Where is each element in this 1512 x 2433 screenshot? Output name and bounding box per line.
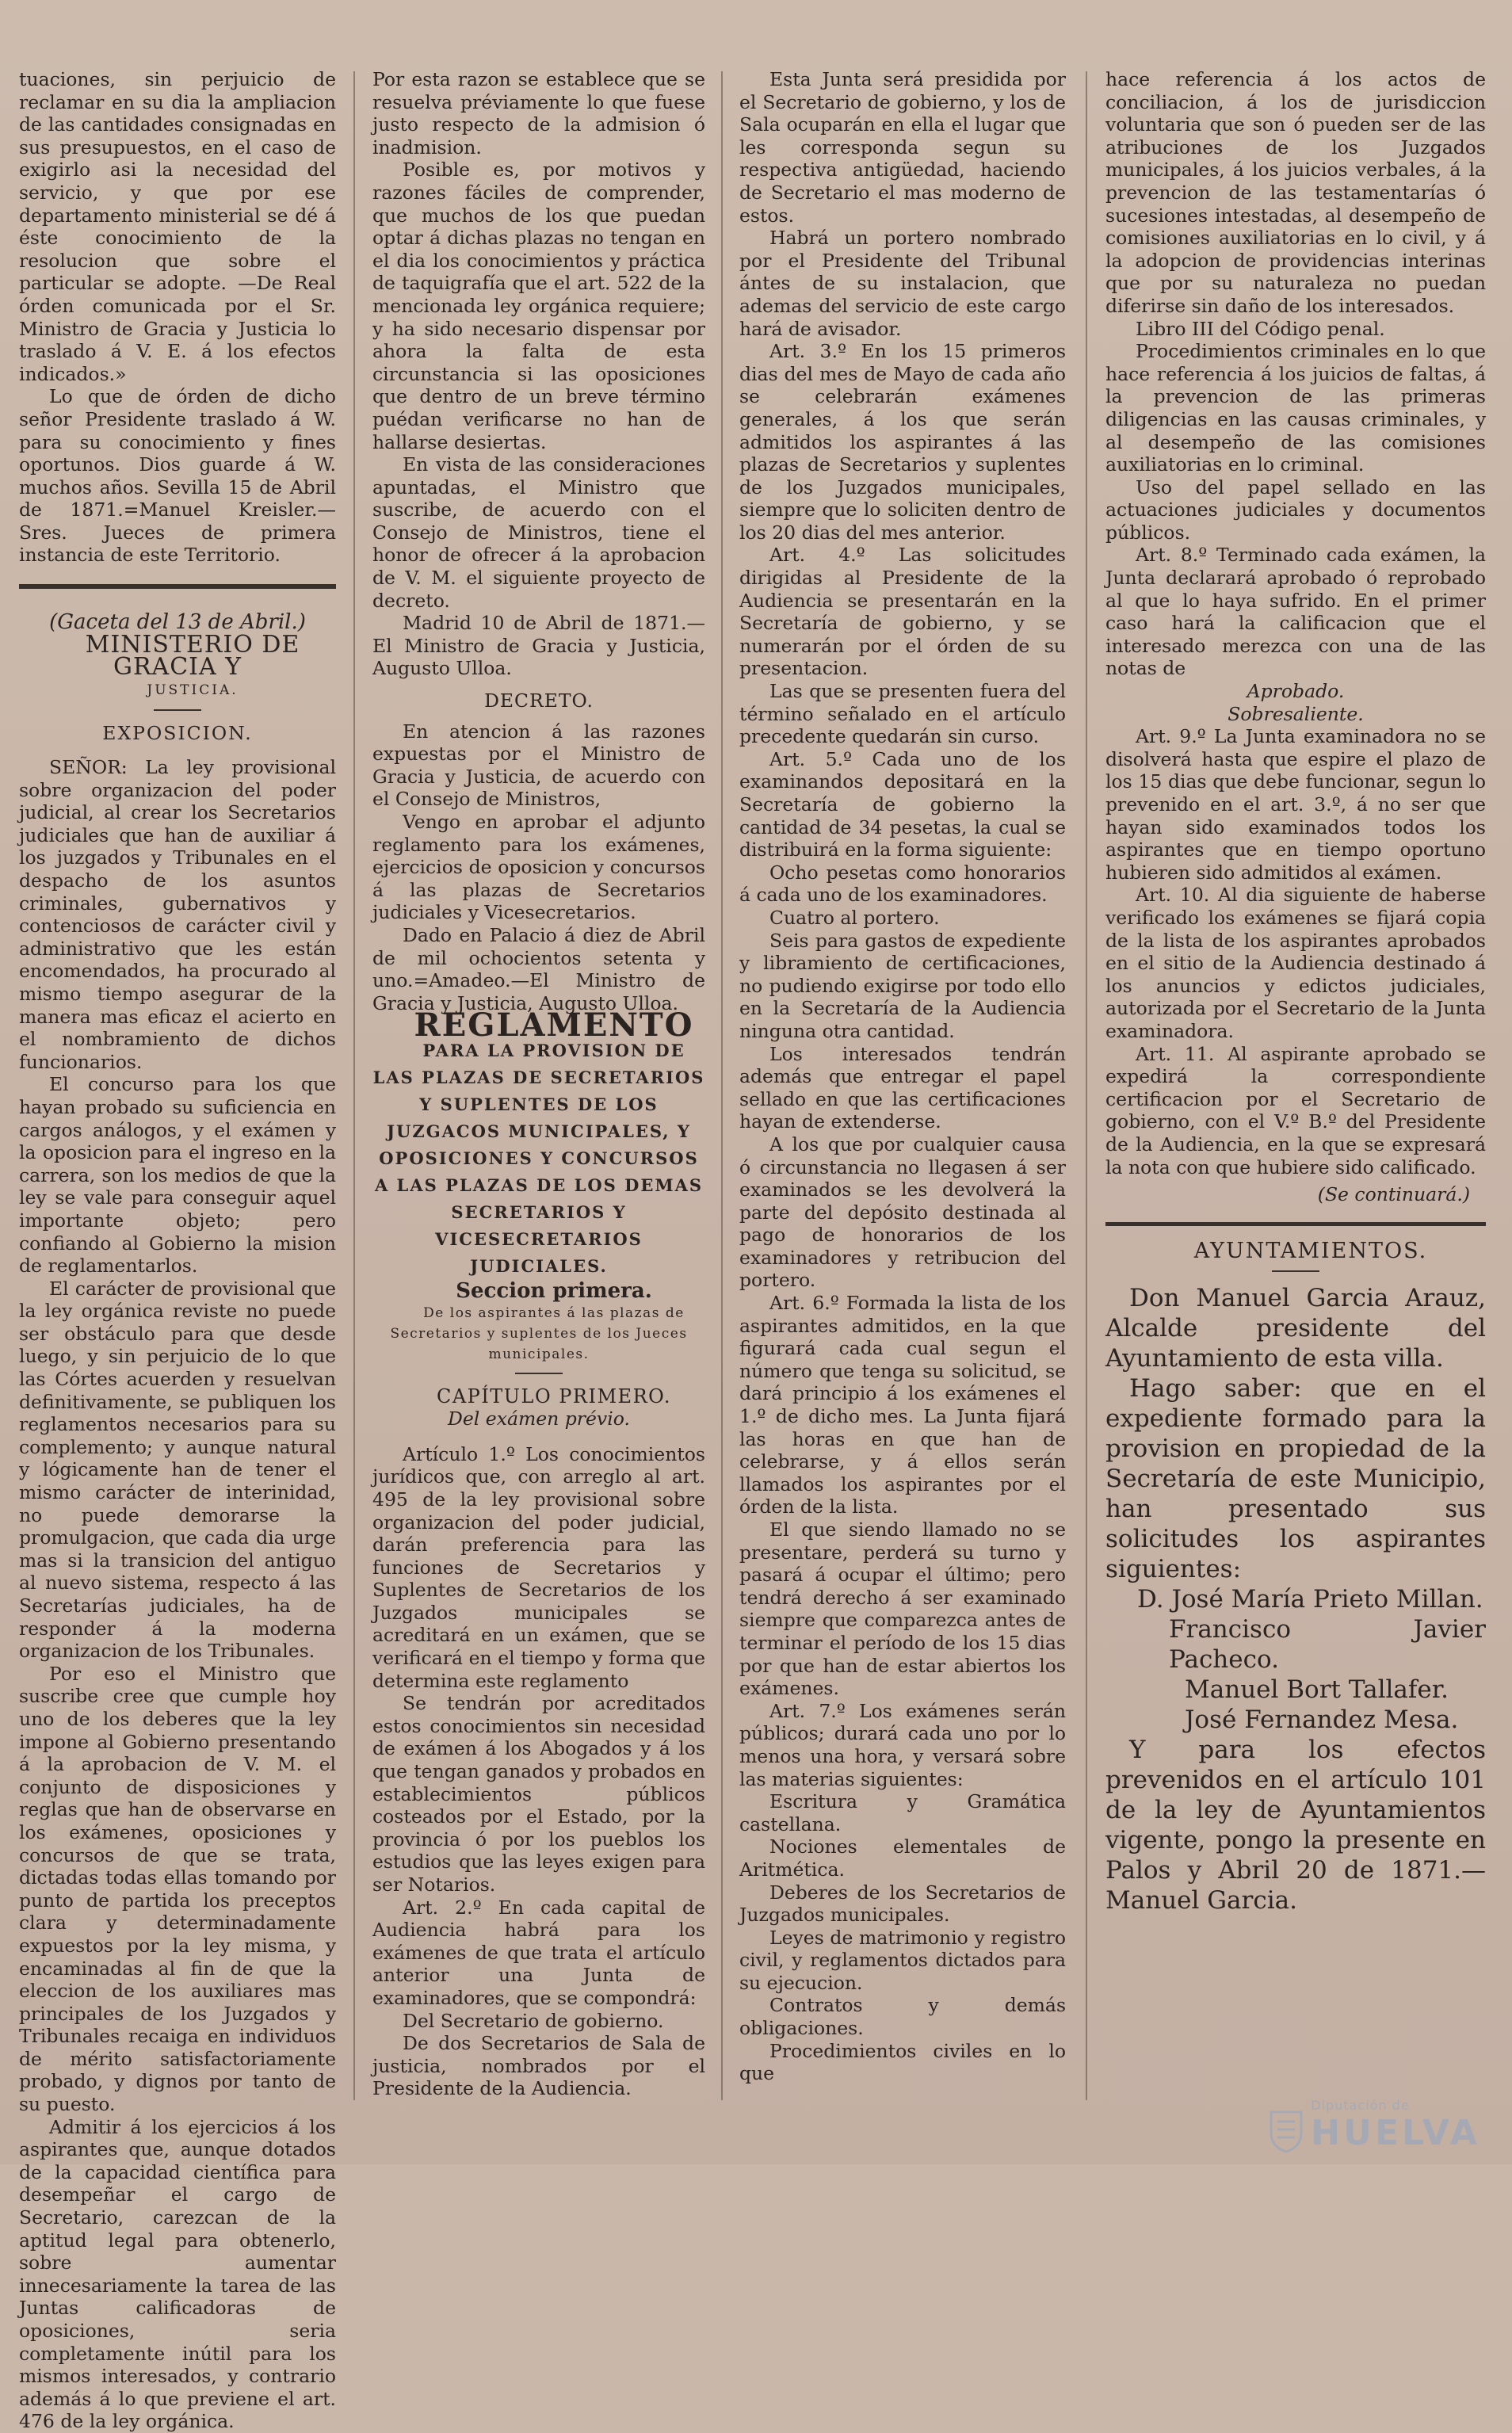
ayuntamiento-notice (1105, 1283, 1486, 1915)
paragraph: Por esta razon se establece que se resuelva préviamente lo que fuese justo respecto de la admision ó inadmision. (372, 68, 705, 159)
paragraph: hace referencia á los actos de conciliacion, á los de jurisdiccion voluntaria que son ó pueden ser de las atribuciones de los Juzgados municipales, á los juicios verbales, á la prevencion de las testamentarías ó sucesiones intestadas, al desempeño de comisiones auxiliatorias en lo civil, y á la adopcion de providencias interinas que por su naturaleza no puedan diferirse sin daño de los interesados. (1105, 68, 1486, 317)
list-item: José Fernandez Mesa. (1185, 1705, 1459, 1735)
paragraph: Art. 9.º La Junta examinadora no se disolverá hasta que espire el plazo de los 15 dias que debe funcionar, segun lo prevenido en el art. 3.º, á no ser que hayan sido examinados todos los aspirantes que en tiempo oportuno hubieren sido admitidos al exámen. (1105, 725, 1486, 884)
paragraph: Procedimientos civiles en lo que (739, 2039, 1066, 2085)
aspirantes-list (1105, 1584, 1486, 1735)
paragraph: Madrid 10 de Abril de 1871.—El Ministro de Gracia y Justicia, Augusto Ulloa. (372, 612, 705, 680)
capitulo-heading: CAPÍTULO PRIMERO. (436, 1385, 672, 1407)
decreto-heading: DECRETO. (484, 689, 594, 712)
paragraph: Se tendrán por acreditados estos conocimientos sin necesidad de exámen á los Abogados y á los que tengan ganados y probados en establecimientos públicos costeados por el Estado, por la provincia ó por los pueblos los estudios que las leyes exigen para ser Notarios. (372, 1692, 705, 1896)
paragraph: Leyes de matrimonio y registro civil, y reglamentos dictados para su ejecucion. (739, 1926, 1066, 1994)
paragraph: Art. 2.º En cada capital de Audiencia habrá para los exámenes de que trata el artículo anterior una Junta de examinadores, que se compondrá: (372, 1896, 705, 2009)
short-divider (515, 1373, 563, 1374)
paragraph: Y para los efectos prevenidos en el artículo 101 de la ley de Ayuntamientos vigente, pongo la presente en Palos y Abril 20 de 1871.—Manuel Garcia. (1105, 1736, 1486, 1915)
paragraph: Procedimientos criminales en lo que hace referencia á los juicios de faltas, á la prevencion de las primeras diligencias en las causas criminales, y al desempeño de las comisiones auxiliatorias en lo criminal. (1105, 340, 1486, 476)
paragraph: Lo que de órden de dicho señor Presidente traslado á W. para su conocimiento y fines oportunos. Dios guarde á W. muchos años. Sevilla 15 de Abril de 1871.=Manuel Kreisler.—Sres. Jueces de primera instancia de este Territorio. (19, 385, 336, 567)
paragraph: Ocho pesetas como honorarios á cada uno de los examinadores. (739, 861, 1066, 907)
paragraph: Cuatro al portero. (769, 906, 940, 929)
paragraph: Contratos y demás obligaciones. (739, 1994, 1066, 2040)
seccion-heading: Seccion primera. (456, 1278, 652, 1303)
section-divider (1105, 1222, 1486, 1226)
nota-aprobado: Aprobado. (1247, 680, 1345, 703)
archive-watermark (1227, 2098, 1480, 2153)
list-item: Manuel Bort Tallafer. (1185, 1675, 1449, 1705)
reglamento-subtitle: PARA LA PROVISION DE LAS PLAZAS DE SECRETARIOS Y SUPLENTES DE LOS JUZGACOS MUNICIPALES, Y OPOSICIONES Y CONCURSOS A LAS PLAZAS DE LOS DEMAS SECRETARIOS Y VICESECRETARIOS JUDICIALES. (372, 1040, 705, 1276)
seccion-subheading: De los aspirantes á las plazas de Secretarios y suplentes de los Jueces municipales. (390, 1304, 688, 1362)
watermark-line1: Diputación de (1311, 2098, 1410, 2113)
paragraph: Art. 11. Al aspirante aprobado se expedirá la correspondiente certificacion por el Secretario de gobierno, con el V.º B.º del Presidente de la Audiencia, en la que se expresará la nota con que hubiere sido calificado. (1105, 1042, 1486, 1178)
paragraph: Escritura y Gramática castellana. (739, 1790, 1066, 1835)
column-1 (19, 68, 336, 2433)
paragraph: Habrá un portero nombrado por el Presidente del Tribunal ántes de su instalacion, que ademas del servicio de este cargo hará de avisador. (739, 227, 1066, 340)
list-item: Francisco Javier Pacheco. (1169, 1615, 1486, 1675)
paragraph: En atencion á las razones expuestas por el Ministro de Gracia y Justicia, de acuerdo con el Consejo de Ministros, (372, 720, 705, 811)
column-divider (721, 71, 723, 2100)
column-2 (372, 68, 705, 2105)
exposicion-heading: EXPOSICION. (102, 722, 253, 745)
capitulo-subheading: Del exámen prévio. (448, 1407, 630, 1430)
paragraph: Esta Junta será presidida por el Secretario de gobierno, y los de Sala ocuparán en ella el lugar que les corresponda segun su respectiva antigüedad, haciendo de Secretario el mas moderno de estos. (739, 68, 1066, 227)
justicia-heading: JUSTICIA. (147, 682, 239, 698)
paragraph: De dos Secretarios de Sala de justicia, nombrados por el Presidente de la Audiencia. (372, 2032, 705, 2100)
paragraph: Don Manuel Garcia Arauz, Alcalde presidente del Ayuntamiento de esta villa. (1105, 1284, 1486, 1373)
paragraph: Art. 6.º Formada la lista de los aspirantes admitidos, en la que figurará cada cual segun el número que tenga su solicitud, se dará principio á los exámenes el 1.º de dicho mes. La Junta fijará las horas en que han de celebrarse, y á ellos serán llamados los aspirantes por el órden de la lista. (739, 1292, 1066, 1518)
column-3 (739, 68, 1066, 2105)
ayuntamientos-heading: AYUNTAMIENTOS. (1193, 1238, 1428, 1263)
paragraph: Las que se presenten fuera del término señalado en el artículo precedente quedarán sin curso. (739, 680, 1066, 748)
reglamento-title: REGLAMENTO (414, 1006, 694, 1045)
paragraph: Art. 7.º Los exámenes serán públicos; durará cada uno por lo menos una hora, y versará sobre las materias siguientes: (739, 1699, 1066, 1790)
paragraph: Por eso el Ministro que suscribe cree que cumple hoy uno de los deberes que la ley impone al Gobierno presentando á la aprobacion de V. M. el conjunto de disposiciones y reglas que han de observarse en los exámenes, oposiciones y concursos de que se trata, dictadas todas ellas tomando por punto de partida los preceptos clara y determinadamente expuestos por la ley misma, y encaminadas al fin de que la eleccion de los auxiliares mas principales de los Juzgados y Tribunales recaiga en individuos de mérito satisfactoriamente probado, y dignos por tanto de su puesto. (19, 1662, 336, 2116)
paragraph: Artículo 1.º Los conocimientos jurídicos que, con arreglo al art. 495 de la ley provisional sobre organizacion del poder judicial, darán preferencia para las funciones de Secretarios y Suplentes de Secretarios de los Juzgados municipales se acreditará en un exámen, que se verificará en el tiempo y forma que determina este reglamento (372, 1442, 705, 1692)
paragraph: Art. 5.º Cada uno de los examinandos depositará en la Secretaría de gobierno la cantidad de 34 pesetas, la cual se distribuirá en la forma siguiente: (739, 747, 1066, 861)
paragraph: Vengo en aprobar el adjunto reglamento para los exámenes, ejercicios de oposicion y concursos á las plazas de Secretarios judiciales y Vicesecretarios. (372, 811, 705, 924)
paragraph: Seis para gastos de expediente y libramiento de certificaciones, no pudiendo exigirse por todo ello en la Secretaría de la Audiencia ninguna otra cantidad. (739, 929, 1066, 1042)
paragraph: Admitir á los ejercicios á los aspirantes que, aunque dotados de la capacidad científica para desempeñar el cargo de Secretario, carezcan de la aptitud legal para obtenerlo, sobre aumentar innecesariamente la tarea de las Juntas calificadoras de oposiciones, seria completamente inútil para los mismos interesados, y contrario además á lo que previene el art. 476 de la ley orgánica. (19, 2115, 336, 2433)
paragraph: El que siendo llamado no se presentare, perderá su turno y pasará á ocupar el último; pero tendrá derecho á ser examinado siempre que comparezca antes de terminar el período de los 15 dias por que han de estar abiertos los exámenes. (739, 1518, 1066, 1700)
column-divider (1086, 71, 1087, 2100)
gaceta-date: (Gaceta del 13 de Abril.) (49, 610, 306, 635)
short-divider (154, 709, 201, 711)
paragraph: Del Secretario de gobierno. (403, 2009, 664, 2032)
paragraph: Art. 4.º Las solicitudes dirigidas al Presidente de la Audiencia se presentarán en la Secretaría de gobierno, y se numerarán por el órden de su presentacion. (739, 544, 1066, 680)
paragraph: Art. 8.º Terminado cada exámen, la Junta declarará aprobado ó reprobado al que lo haya sufrido. En el primer caso hará la calificacion que el interesado merezca con una de las notas de (1105, 544, 1486, 680)
paragraph: Art. 3.º En los 15 primeros dias del mes de Mayo de cada año se celebrarán exámenes generales, á los que serán admitidos los aspirantes á las plazas de Secretarios y suplentes de los Juzgados municipales, siempre que lo soliciten dentro de los 20 dias del mes anterior. (739, 340, 1066, 544)
section-divider (19, 584, 336, 589)
paragraph: tuaciones, sin perjuicio de reclamar en su dia la ampliacion de las cantidades consignadas en sus presupuestos, en el caso de exigirlo asi la necesidad del servicio, y que por ese departamento ministerial se dé á éste conocimiento de la resolucion que sobre el particular se adopte. —De Real órden comunicada por el Sr. Ministro de Gracia y Justicia lo traslado á V. E. á los efectos indicados.» (19, 68, 336, 385)
paragraph: Uso del papel sellado en las actuaciones judiciales y documentos públicos. (1105, 476, 1486, 544)
paragraph: Hago saber: que en el expediente formado para la provision en propiedad de la Secretaría de este Municipio, han presentado sus solicitudes los aspirantes siguientes: (1105, 1374, 1486, 1584)
paragraph: A los que por cualquier causa ó circunstancia no llegasen á ser examinados se les devolverá la parte del depósito destinada al pago de honorarios de los examinadores y retribucion del portero. (739, 1132, 1066, 1292)
paragraph: El concurso para los que hayan probado su suficiencia en cargos análogos, y el exámen y la oposicion para el ingreso en la carrera, son los medios de que la ley se vale para conseguir aquel importante objeto; pero confiando al Gobierno la mision de reglamentarlos. (19, 1073, 336, 1278)
paragraph: El carácter de provisional que la ley orgánica reviste no puede ser obstáculo para que desde luego, y sin perjuicio de lo que las Córtes acuerden y resuelvan definitivamente, se publiquen los reglamentos necesarios para su complemento; y aunque natural y lógicamente han de tener el mismo carácter de interinidad, no puede demorarse la promulgacion, que cada dia urge mas si la transicion del antiguo al nuevo sistema, respecto á las Secretarías judiciales, ha de responder á la moderna organizacion de los Tribunales. (19, 1277, 336, 1663)
paragraph: Deberes de los Secretarios de Juzgados municipales. (739, 1881, 1066, 1927)
ministerio-heading: MINISTERIO DE GRACIA Y (85, 630, 300, 682)
continuara-note: (Se continuará.) (1317, 1183, 1470, 1206)
short-divider (1272, 1270, 1319, 1272)
paragraph: Dado en Palacio á diez de Abril de mil ochocientos setenta y uno.=Amadeo.—El Ministro de Gracia y Justicia, Augusto Ulloa. (372, 923, 705, 1014)
paragraph: Posible es, por motivos y razones fáciles de comprender, que muchos de los que puedan optar á dichas plazas no tengan en el dia los conocimientos y práctica de taquigrafía que el art. 522 de la mencionada ley orgánica requiere; y ha sido necesario dispensar por ahora la falta de esta circunstancia si las oposiciones que dentro de un breve término puédan verificarse no han de hallarse desiertas. (372, 159, 705, 453)
shield-icon (1268, 2109, 1304, 2153)
nota-sobresaliente: Sobresaliente. (1228, 702, 1364, 725)
paragraph: Nociones elementales de Aritmética. (739, 1835, 1066, 1881)
column-4 (1105, 68, 1486, 2105)
paragraph: Art. 10. Al dia siguiente de haberse verificado los exámenes se fijará copia de la lista de los aspirantes aprobados en el sitio de la Audiencia destinado á los anuncios y edictos judiciales, autorizada por el Secretario de la Junta examinadora. (1105, 884, 1486, 1042)
paragraph: Libro III del Código penal. (1136, 317, 1385, 340)
paragraph: Los interesados tendrán además que entregar el papel sellado en que las certificaciones hayan de extenderse. (739, 1042, 1066, 1133)
column-divider (353, 71, 355, 2100)
watermark-line2: HUELVA (1311, 2113, 1480, 2153)
paragraph: En vista de las consideraciones apuntadas, el Ministro que suscribe, de acuerdo con el Consejo de Ministros, tiene el honor de ofrecer á la aprobacion de V. M. el siguiente proyecto de decreto. (372, 453, 705, 612)
paragraph: SEÑOR: La ley provisional sobre organizacion del poder judicial, al crear los Secretarios judiciales que han de auxiliar á los juzgados y Tribunales en el despacho de los asuntos criminales, gubernativos y contenciosos de carácter civil y administrativo que les están encomendados, ha procurado al mismo tiempo asegurar de la manera mas eficaz el acierto en el nombramiento de dichos funcionarios. (19, 756, 336, 1073)
list-item: D. José María Prieto Millan. (1137, 1585, 1483, 1614)
